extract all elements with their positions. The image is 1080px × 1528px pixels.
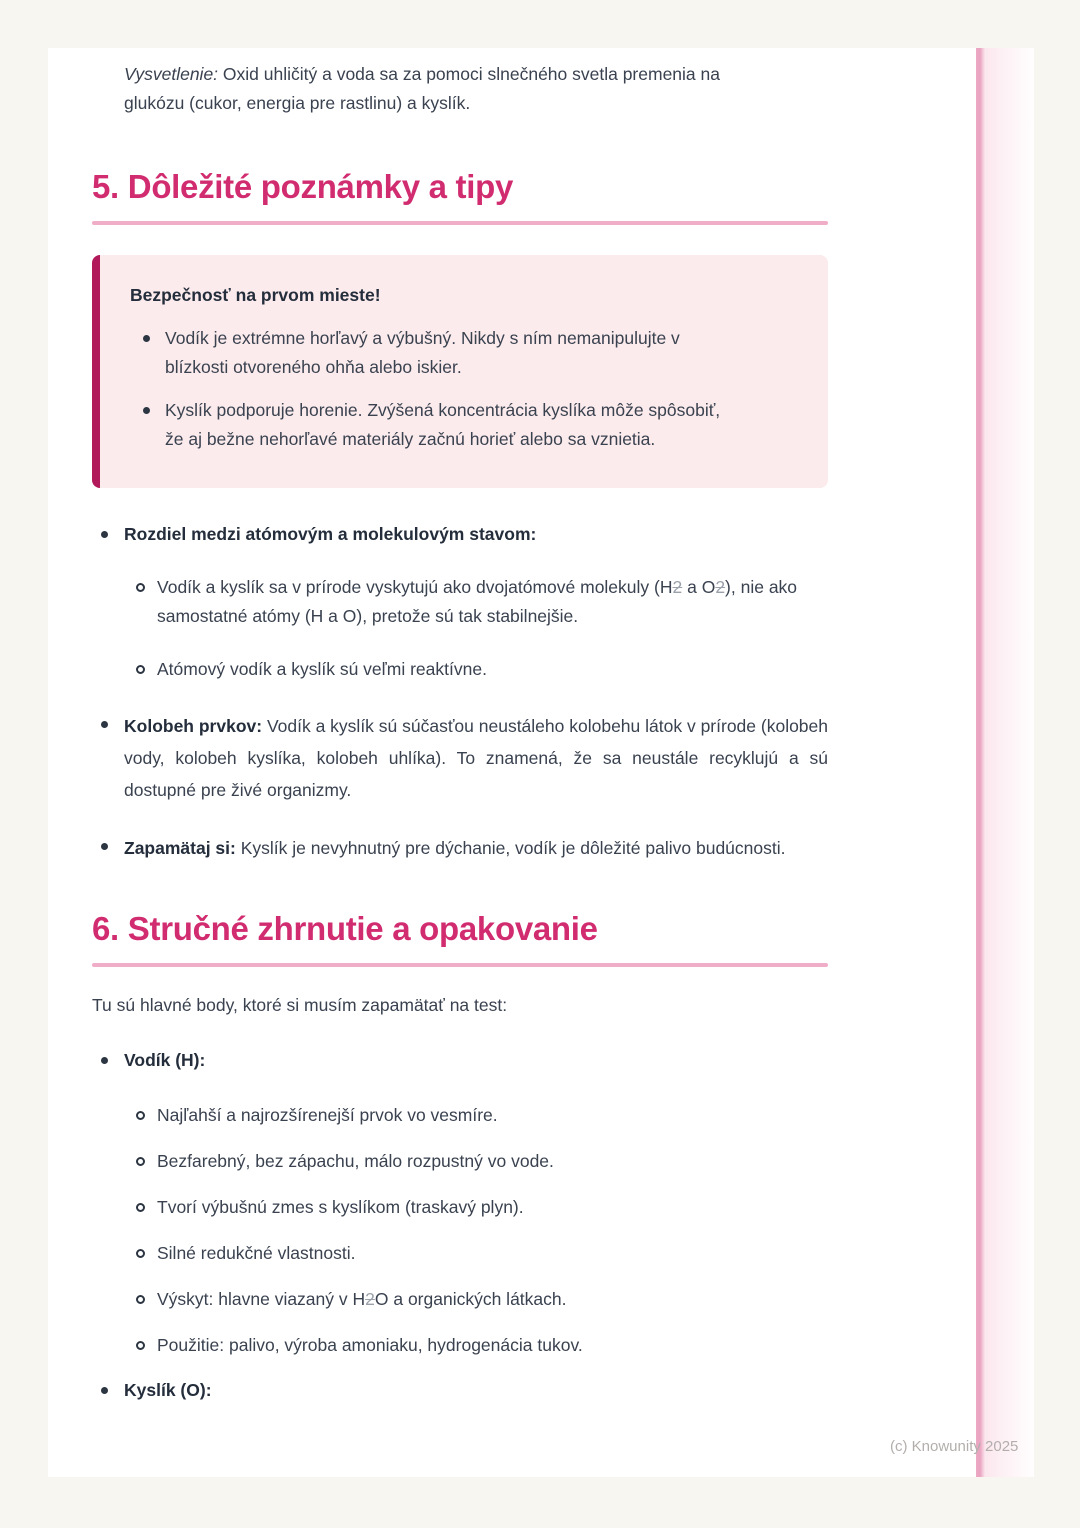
circle-bullet-icon: [136, 583, 145, 592]
hydrogen-property-item: [92, 1239, 828, 1268]
callout-item-text: Kyslík podporuje horenie. Zvýšená koncentrácia kyslíka môže spôsobiť, že aj bežne nehorľavé materiály začnú horieť alebo sa vznietia.: [165, 400, 721, 449]
bullet-icon: [101, 1057, 108, 1064]
section-5-underline: [92, 221, 828, 225]
element-cycle-item: [92, 710, 828, 806]
bullet-icon: [101, 531, 108, 538]
bullet-icon: [101, 843, 108, 850]
document-page: [48, 48, 976, 1477]
element-cycle-text: Vodík a kyslík sú súčasťou neustáleho kolobehu látok v prírode (kolobeh vody, kolobeh kyslíka, kolobeh uhlíka). To znamená, že sa neustále recyklujú a sú dostupné pre živé organizmy.: [124, 716, 829, 800]
circle-bullet-icon: [136, 1295, 145, 1304]
footer-credit: (c) Knowunity 2025: [890, 1438, 1019, 1455]
hydrogen-property-text: Najľahší a najrozšírenejší prvok vo vesmíre.: [157, 1105, 498, 1125]
circle-bullet-icon: [136, 1249, 145, 1258]
subscript-2: 2: [715, 577, 726, 597]
hydrogen-property-text: Bezfarebný, bez zápachu, málo rozpustný vo vode.: [157, 1151, 554, 1171]
circle-bullet-icon: [136, 665, 145, 674]
bullet-icon: [143, 407, 150, 414]
hydrogen-usage-item: [92, 1331, 828, 1360]
element-cycle-lead: Kolobeh prvkov:: [124, 716, 263, 736]
difference-heading-item: [92, 520, 828, 549]
hydrogen-occurrence-text: Výskyt: hlavne viazaný v H2O a organických látkach.: [157, 1289, 567, 1309]
remember-text: Kyslík je nevyhnutný pre dýchanie, vodík je dôležité palivo budúcnosti.: [235, 838, 786, 858]
section-5-heading: 5. Dôležité poznámky a tipy: [92, 168, 514, 205]
callout-item-text: Vodík je extrémne horľavý a výbušný. Nikdy s ním nemanipulujte v blízkosti otvoreného ohňa alebo iskier.: [165, 328, 680, 377]
summary-intro: Tu sú hlavné body, ktoré si musím zapamätať na test:: [92, 995, 508, 1015]
callout-title: Bezpečnosť na prvom mieste!: [130, 285, 381, 305]
bullet-icon: [101, 1387, 108, 1394]
explanation-paragraph: [124, 60, 764, 118]
hydrogen-heading-item: [92, 1046, 828, 1075]
callout-item: [130, 324, 740, 382]
circle-bullet-icon: [136, 1203, 145, 1212]
explanation-text: Oxid uhličitý a voda sa za pomoci slnečného svetla premenia na glukózu (cukor, energia pre rastlinu) a kyslík.: [124, 64, 720, 113]
circle-bullet-icon: [136, 1341, 145, 1350]
difference-heading-text: Rozdiel medzi atómovým a molekulovým stavom:: [124, 524, 537, 544]
safety-callout: [92, 255, 828, 488]
hydrogen-heading-text: Vodík (H):: [124, 1050, 206, 1070]
oxygen-heading-item: [92, 1376, 828, 1405]
bullet-icon: [101, 721, 108, 728]
subscript-2: 2: [365, 1289, 375, 1309]
remember-lead: Zapamätaj si:: [124, 838, 236, 858]
circle-bullet-icon: [136, 1157, 145, 1166]
diatomic-molecules-text: Vodík a kyslík sa v prírode vyskytujú ako dvojatómové molekuly (H2 a O2), nie ako samostatné atómy (H a O), pretože sú tak stabilnejšie.: [157, 577, 798, 626]
hydrogen-property-item: [92, 1193, 828, 1222]
section-6-underline: [92, 963, 828, 967]
callout-item: [130, 396, 740, 454]
explanation-label: Vysvetlenie:: [124, 64, 219, 84]
hydrogen-property-item: [92, 1147, 828, 1176]
diatomic-molecules-item: [92, 573, 828, 631]
hydrogen-usage-text: Použitie: palivo, výroba amoniaku, hydrogenácia tukov.: [157, 1335, 583, 1355]
hydrogen-property-item: [92, 1101, 828, 1130]
section-6-heading: 6. Stručné zhrnutie a opakovanie: [92, 910, 598, 947]
circle-bullet-icon: [136, 1111, 145, 1120]
atomic-reactive-text: Atómový vodík a kyslík sú veľmi reaktívne.: [157, 659, 487, 679]
page-edge-gradient: [976, 48, 1034, 1477]
bullet-icon: [143, 335, 150, 342]
hydrogen-occurrence-item: [92, 1285, 828, 1314]
remember-item: [92, 832, 828, 864]
atomic-reactive-item: [92, 655, 828, 684]
oxygen-heading-text: Kyslík (O):: [124, 1380, 212, 1400]
hydrogen-property-text: Tvorí výbušnú zmes s kyslíkom (traskavý plyn).: [157, 1197, 524, 1217]
subscript-2: 2: [672, 577, 683, 597]
hydrogen-property-text: Silné redukčné vlastnosti.: [157, 1243, 356, 1263]
